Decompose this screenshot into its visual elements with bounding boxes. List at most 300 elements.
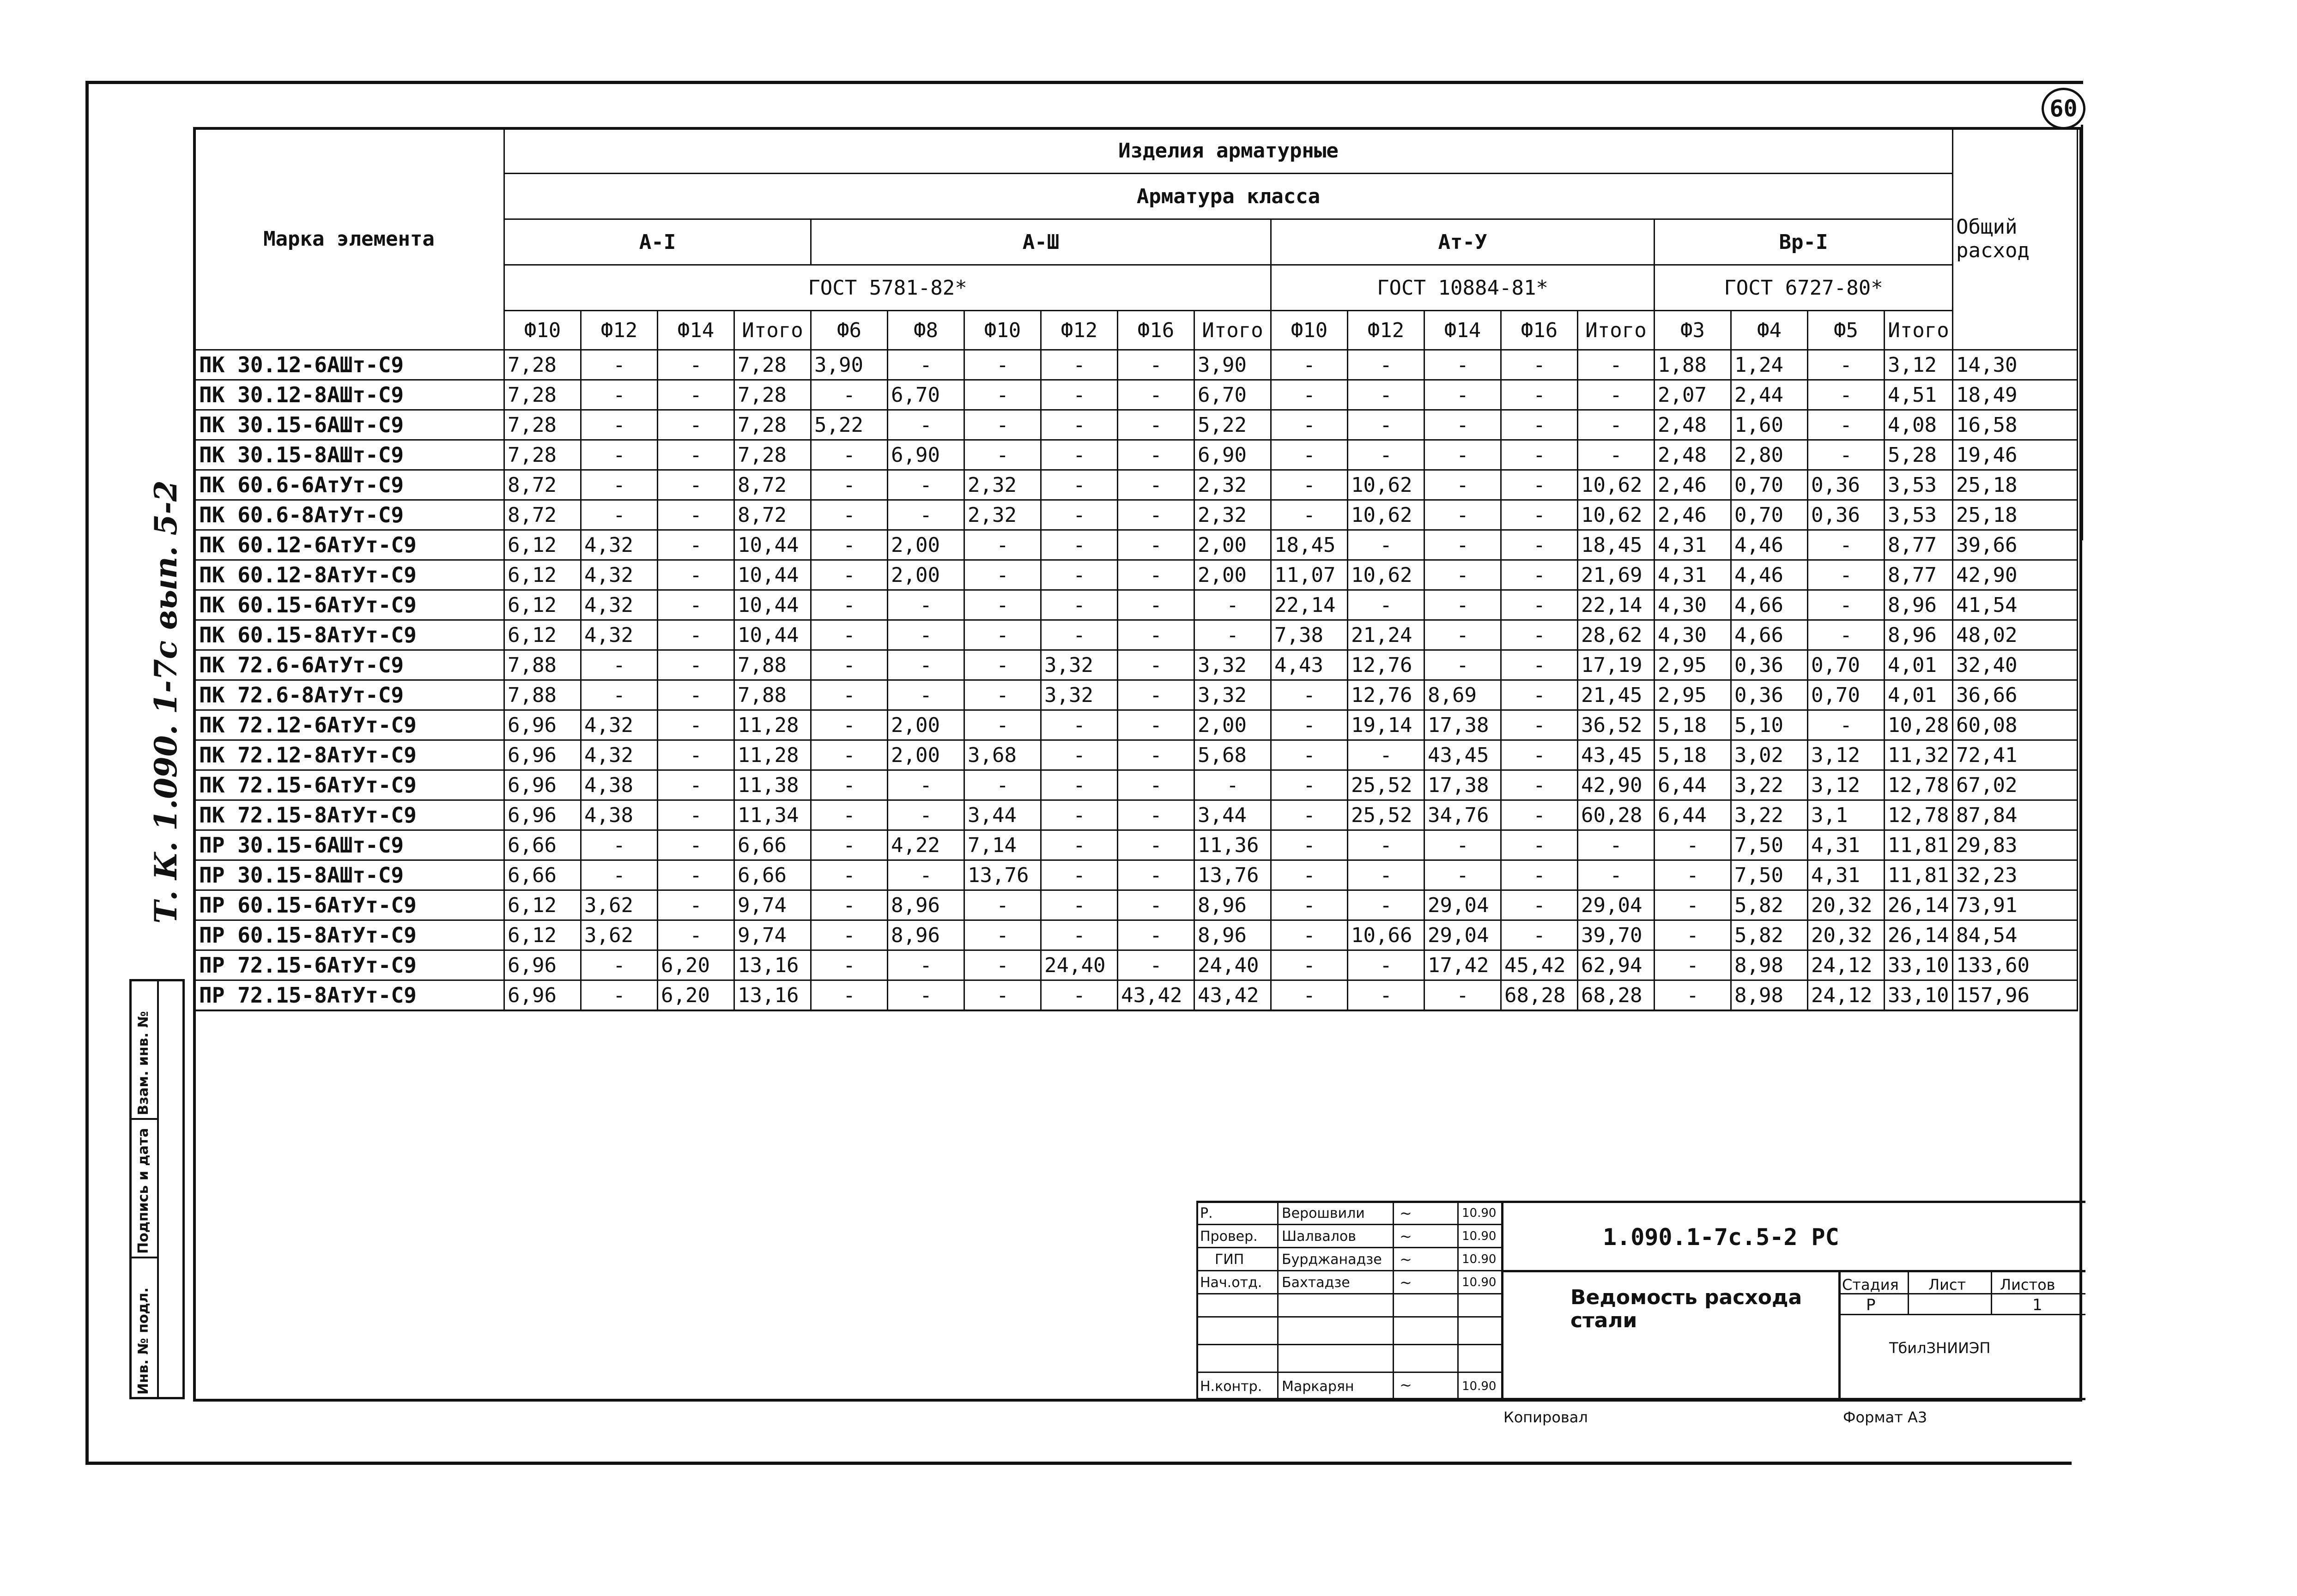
value-cell: - (811, 650, 888, 680)
diameter-header: Ф8 (888, 311, 964, 350)
value-cell: - (1348, 410, 1424, 440)
value-cell: - (811, 440, 888, 470)
value-cell: 3,32 (1194, 650, 1271, 680)
value-cell: 10,44 (734, 560, 811, 590)
value-cell: - (964, 530, 1041, 560)
value-cell: - (964, 680, 1041, 710)
value-cell: 24,12 (1808, 980, 1885, 1011)
value-cell: - (1118, 530, 1194, 560)
value-cell: - (1118, 590, 1194, 620)
value-cell: 6,90 (888, 440, 964, 470)
value-cell: - (1118, 890, 1194, 920)
sheet-bottom-rule (85, 1462, 2072, 1465)
diameter-header: Ф14 (1424, 311, 1501, 350)
value-cell: - (1271, 500, 1348, 530)
stage-label: Стадия (1842, 1276, 1899, 1294)
value-cell: 5,82 (1731, 890, 1808, 920)
total-cell: 42,90 (1953, 560, 2078, 590)
value-cell: - (1118, 500, 1194, 530)
element-mark: ПК 72.6-6АтУт-С9 (194, 650, 504, 680)
diameter-header: Ф14 (658, 311, 734, 350)
value-cell: - (811, 860, 888, 890)
value-cell: 4,31 (1655, 530, 1731, 560)
value-cell: - (964, 620, 1041, 650)
value-cell: 2,00 (1194, 560, 1271, 590)
value-cell: - (811, 710, 888, 740)
value-cell: - (1271, 410, 1348, 440)
date-2: 10.90 (1462, 1229, 1497, 1243)
value-cell: 6,96 (504, 740, 581, 770)
value-cell: - (1501, 890, 1578, 920)
value-cell: - (1271, 470, 1348, 500)
value-cell: - (1271, 380, 1348, 410)
value-cell: 4,22 (888, 830, 964, 860)
value-cell: 10,62 (1348, 470, 1424, 500)
total-cell: 29,83 (1953, 830, 2078, 860)
value-cell: - (964, 560, 1041, 590)
value-cell: 6,66 (734, 860, 811, 890)
value-cell: 11,32 (1885, 740, 1953, 770)
element-mark: ПК 30.15-8АШт-С9 (194, 440, 504, 470)
value-cell: - (1501, 380, 1578, 410)
value-cell: 5,18 (1655, 710, 1731, 740)
value-cell: - (964, 440, 1041, 470)
value-cell: 5,18 (1655, 740, 1731, 770)
value-cell: - (1655, 980, 1731, 1011)
value-cell: 17,19 (1578, 650, 1655, 680)
value-cell: - (1041, 830, 1118, 860)
value-cell: 4,08 (1885, 410, 1953, 440)
value-cell: - (1424, 590, 1501, 620)
diameter-header: Ф16 (1501, 311, 1578, 350)
value-cell: - (581, 980, 658, 1011)
value-cell: - (1501, 470, 1578, 500)
value-cell: 7,14 (964, 830, 1041, 860)
value-cell: - (658, 920, 734, 950)
value-cell: - (1041, 440, 1118, 470)
value-cell: - (1118, 710, 1194, 740)
value-cell: 33,10 (1885, 980, 1953, 1011)
gost-6727: ГОСТ 6727-80* (1655, 265, 1953, 311)
value-cell: 2,46 (1655, 500, 1731, 530)
value-cell: - (658, 380, 734, 410)
value-cell: - (964, 350, 1041, 380)
value-cell: - (888, 860, 964, 890)
element-mark: ПК 30.12-8АШт-С9 (194, 380, 504, 410)
value-cell: 8,96 (1194, 890, 1271, 920)
value-cell: 11,38 (734, 770, 811, 800)
value-cell: 10,28 (1885, 710, 1953, 740)
value-cell: 5,10 (1731, 710, 1808, 740)
value-cell: 13,16 (734, 950, 811, 980)
value-cell: 10,44 (734, 590, 811, 620)
value-cell: - (1041, 770, 1118, 800)
mark-header: Марка элемента (194, 128, 504, 350)
value-cell: - (581, 350, 658, 380)
value-cell: 12,78 (1885, 770, 1953, 800)
value-cell: - (658, 890, 734, 920)
value-cell: 6,96 (504, 710, 581, 740)
value-cell: 5,68 (1194, 740, 1271, 770)
value-cell: - (1808, 410, 1885, 440)
value-cell: - (1118, 650, 1194, 680)
value-cell: - (1118, 620, 1194, 650)
table-row (194, 380, 2078, 410)
value-cell: - (1501, 410, 1578, 440)
value-cell: - (1041, 890, 1118, 920)
value-cell: 2,00 (1194, 710, 1271, 740)
table-row (194, 680, 2078, 710)
value-cell: - (658, 860, 734, 890)
value-cell: - (1118, 470, 1194, 500)
value-cell: 0,70 (1731, 500, 1808, 530)
value-cell: - (1501, 830, 1578, 860)
value-cell: - (1424, 440, 1501, 470)
value-cell: 10,66 (1348, 920, 1424, 950)
date-5: 10.90 (1462, 1379, 1497, 1393)
value-cell: 4,51 (1885, 380, 1953, 410)
value-cell: 24,40 (1041, 950, 1118, 980)
value-cell: 2,95 (1655, 680, 1731, 710)
value-cell: 5,28 (1885, 440, 1953, 470)
value-cell: - (1271, 350, 1348, 380)
value-cell: 2,95 (1655, 650, 1731, 680)
value-cell: 12,78 (1885, 800, 1953, 830)
value-cell: - (1348, 350, 1424, 380)
diameter-header: Ф10 (504, 311, 581, 350)
value-cell: 2,32 (1194, 470, 1271, 500)
value-cell: - (1501, 740, 1578, 770)
total-cell: 133,60 (1953, 950, 2078, 980)
value-cell: 62,94 (1578, 950, 1655, 980)
total-cell: 157,96 (1953, 980, 2078, 1011)
value-cell: - (581, 860, 658, 890)
diameter-header: Итого (1885, 311, 1953, 350)
element-mark: ПК 72.15-6АтУт-С9 (194, 770, 504, 800)
value-cell: 2,00 (888, 530, 964, 560)
value-cell: - (811, 560, 888, 590)
value-cell: 13,76 (964, 860, 1041, 890)
value-cell: 18,45 (1578, 530, 1655, 560)
value-cell: - (1424, 980, 1501, 1011)
value-cell: 3,62 (581, 920, 658, 950)
value-cell: 9,74 (734, 920, 811, 950)
value-cell: - (811, 530, 888, 560)
value-cell: - (1348, 860, 1424, 890)
value-cell: 8,98 (1731, 980, 1808, 1011)
table-row (194, 710, 2078, 740)
diameter-header: Ф12 (1041, 311, 1118, 350)
value-cell: 2,44 (1731, 380, 1808, 410)
value-cell: - (1655, 890, 1731, 920)
value-cell: 34,76 (1424, 800, 1501, 830)
table-row (194, 860, 2078, 890)
diameter-header: Ф4 (1731, 311, 1808, 350)
value-cell: 0,36 (1808, 470, 1885, 500)
value-cell: 10,62 (1348, 560, 1424, 590)
value-cell: 3,22 (1731, 770, 1808, 800)
value-cell: 17,38 (1424, 710, 1501, 740)
value-cell: 7,28 (734, 440, 811, 470)
value-cell: 2,00 (1194, 530, 1271, 560)
value-cell: 8,72 (504, 500, 581, 530)
role-gip: ГИП (1215, 1251, 1244, 1268)
value-cell: - (1118, 770, 1194, 800)
value-cell: - (1578, 410, 1655, 440)
table-row (194, 590, 2078, 620)
value-cell: - (1424, 410, 1501, 440)
total-cell: 41,54 (1953, 590, 2078, 620)
value-cell: 29,04 (1578, 890, 1655, 920)
value-cell: - (658, 680, 734, 710)
value-cell: 8,77 (1885, 560, 1953, 590)
value-cell: - (1808, 560, 1885, 590)
value-cell: - (888, 650, 964, 680)
format-label: Формат А3 (1843, 1409, 1927, 1426)
diameter-header: Ф12 (1348, 311, 1424, 350)
value-cell: - (1041, 980, 1118, 1011)
value-cell: 2,48 (1655, 410, 1731, 440)
role-head: Нач.отд. (1200, 1275, 1262, 1291)
gost-5781: ГОСТ 5781-82* (504, 265, 1271, 311)
value-cell: 4,32 (581, 530, 658, 560)
value-cell: 7,50 (1731, 830, 1808, 860)
value-cell: 43,42 (1118, 980, 1194, 1011)
value-cell: 22,14 (1578, 590, 1655, 620)
value-cell: - (1578, 440, 1655, 470)
value-cell: 7,88 (504, 680, 581, 710)
value-cell: 4,38 (581, 770, 658, 800)
value-cell: - (1271, 830, 1348, 860)
value-cell: - (1808, 590, 1885, 620)
total-cell: 19,46 (1953, 440, 2078, 470)
left-stamp (129, 979, 185, 1399)
value-cell: 5,82 (1731, 920, 1808, 950)
value-cell: 6,70 (888, 380, 964, 410)
total-cell: 73,91 (1953, 890, 2078, 920)
value-cell: 7,28 (504, 410, 581, 440)
total-cell: 67,02 (1953, 770, 2078, 800)
value-cell: 6,20 (658, 980, 734, 1011)
table-row (194, 980, 2078, 1011)
value-cell: - (658, 710, 734, 740)
value-cell: 9,74 (734, 890, 811, 920)
value-cell: 20,32 (1808, 890, 1885, 920)
value-cell: 3,32 (1041, 650, 1118, 680)
value-cell: - (1348, 830, 1424, 860)
total-cell: 25,18 (1953, 470, 2078, 500)
value-cell: - (811, 380, 888, 410)
value-cell: - (1118, 860, 1194, 890)
value-cell: - (1271, 950, 1348, 980)
value-cell: - (1348, 890, 1424, 920)
value-cell: - (658, 560, 734, 590)
value-cell: - (1271, 710, 1348, 740)
value-cell: - (1424, 470, 1501, 500)
diameter-header: Ф12 (581, 311, 658, 350)
value-cell: 3,32 (1194, 680, 1271, 710)
value-cell: - (1808, 710, 1885, 740)
value-cell: 6,66 (504, 860, 581, 890)
signature-4: ~ (1400, 1274, 1412, 1291)
value-cell: - (1194, 620, 1271, 650)
name-developer: Верошвили (1282, 1205, 1365, 1221)
value-cell: 21,45 (1578, 680, 1655, 710)
value-cell: - (811, 980, 888, 1011)
value-cell: - (888, 350, 964, 380)
value-cell: - (1655, 950, 1731, 980)
value-cell: - (1424, 500, 1501, 530)
table-row (194, 410, 2078, 440)
value-cell: 36,52 (1578, 710, 1655, 740)
value-cell: 11,28 (734, 740, 811, 770)
table-row (194, 560, 2078, 590)
value-cell: 28,62 (1578, 620, 1655, 650)
value-cell: - (1118, 440, 1194, 470)
value-cell: - (1041, 860, 1118, 890)
value-cell: - (1118, 920, 1194, 950)
value-cell: - (1041, 920, 1118, 950)
value-cell: 6,44 (1655, 770, 1731, 800)
value-cell: - (1041, 410, 1118, 440)
value-cell: 4,46 (1731, 530, 1808, 560)
value-cell: - (1041, 470, 1118, 500)
value-cell: - (658, 440, 734, 470)
value-cell: - (1271, 680, 1348, 710)
element-mark: ПР 30.15-6АШт-С9 (194, 830, 504, 860)
value-cell: 0,70 (1808, 680, 1885, 710)
value-cell: 43,45 (1424, 740, 1501, 770)
value-cell: 13,16 (734, 980, 811, 1011)
value-cell: 3,68 (964, 740, 1041, 770)
value-cell: - (1348, 740, 1424, 770)
value-cell: - (1348, 980, 1424, 1011)
value-cell: 8,72 (734, 500, 811, 530)
value-cell: - (1118, 800, 1194, 830)
name-checker: Шалвалов (1282, 1228, 1356, 1245)
document-code: 1.090.1-7с.5-2 РС (1603, 1224, 1839, 1251)
sheets-value: 1 (2032, 1296, 2042, 1314)
value-cell: 0,36 (1731, 650, 1808, 680)
title-block (1196, 1201, 2085, 1399)
value-cell: 1,60 (1731, 410, 1808, 440)
value-cell: - (964, 920, 1041, 950)
value-cell: - (581, 470, 658, 500)
value-cell: 2,00 (888, 560, 964, 590)
value-cell: 19,14 (1348, 710, 1424, 740)
table-row (194, 530, 2078, 560)
value-cell: - (1655, 830, 1731, 860)
element-mark: ПК 60.6-8АтУт-С9 (194, 500, 504, 530)
total-cell: 87,84 (1953, 800, 2078, 830)
class-header: Арматура класса (504, 174, 1953, 219)
value-cell: - (658, 740, 734, 770)
value-cell: 6,66 (504, 830, 581, 860)
value-cell: 25,52 (1348, 770, 1424, 800)
total-cell: 60,08 (1953, 710, 2078, 740)
value-cell: - (1501, 500, 1578, 530)
signature-5: ~ (1400, 1376, 1412, 1394)
value-cell: 8,72 (734, 470, 811, 500)
value-cell: 6,70 (1194, 380, 1271, 410)
value-cell: - (1578, 830, 1655, 860)
value-cell: - (1578, 860, 1655, 890)
value-cell: - (811, 590, 888, 620)
value-cell: 12,76 (1348, 650, 1424, 680)
value-cell: 43,42 (1194, 980, 1271, 1011)
value-cell: - (811, 890, 888, 920)
stamp-replaced-inv: Взам. инв. № (135, 1011, 152, 1115)
value-cell: - (1808, 380, 1885, 410)
organization: ТбилЗНИИЭП (1889, 1339, 1991, 1357)
diameter-header: Итого (1578, 311, 1655, 350)
date-4: 10.90 (1462, 1276, 1497, 1289)
total-cell: 14,30 (1953, 350, 2078, 380)
value-cell: - (581, 950, 658, 980)
value-cell: - (888, 770, 964, 800)
value-cell: - (1655, 920, 1731, 950)
table-row (194, 830, 2078, 860)
value-cell: - (1501, 920, 1578, 950)
total-cell: 84,54 (1953, 920, 2078, 950)
value-cell: - (888, 470, 964, 500)
value-cell: - (1271, 800, 1348, 830)
value-cell: - (1041, 380, 1118, 410)
value-cell: 8,96 (1194, 920, 1271, 950)
value-cell: - (1271, 860, 1348, 890)
value-cell: - (1118, 410, 1194, 440)
value-cell: 10,62 (1578, 470, 1655, 500)
value-cell: 4,32 (581, 560, 658, 590)
value-cell: 8,96 (1885, 620, 1953, 650)
value-cell: 4,32 (581, 620, 658, 650)
value-cell: 7,28 (734, 380, 811, 410)
value-cell: 3,44 (1194, 800, 1271, 830)
value-cell: - (1041, 500, 1118, 530)
value-cell: 17,42 (1424, 950, 1501, 980)
value-cell: - (1348, 950, 1424, 980)
value-cell: 42,90 (1578, 770, 1655, 800)
value-cell: 24,12 (1808, 950, 1885, 980)
value-cell: - (1501, 650, 1578, 680)
items-header: Изделия арматурные (504, 128, 1953, 174)
value-cell: 4,01 (1885, 650, 1953, 680)
value-cell: 4,01 (1885, 680, 1953, 710)
value-cell: - (581, 500, 658, 530)
diameter-header: Ф16 (1118, 311, 1194, 350)
date-3: 10.90 (1462, 1252, 1497, 1266)
value-cell: - (1194, 770, 1271, 800)
value-cell: 8,77 (1885, 530, 1953, 560)
value-cell: 4,31 (1655, 560, 1731, 590)
signature-1: ~ (1400, 1204, 1412, 1222)
value-cell: 6,12 (504, 890, 581, 920)
value-cell: 7,88 (504, 650, 581, 680)
value-cell: 6,12 (504, 530, 581, 560)
table-row (194, 800, 2078, 830)
class-a3: А-Ш (811, 219, 1271, 265)
value-cell: - (1808, 620, 1885, 650)
value-cell: - (888, 680, 964, 710)
value-cell: 10,44 (734, 530, 811, 560)
value-cell: - (888, 500, 964, 530)
table-row (194, 440, 2078, 470)
total-cell: 18,49 (1953, 380, 2078, 410)
value-cell: 6,90 (1194, 440, 1271, 470)
total-cell: 48,02 (1953, 620, 2078, 650)
value-cell: 4,43 (1271, 650, 1348, 680)
value-cell: - (581, 650, 658, 680)
